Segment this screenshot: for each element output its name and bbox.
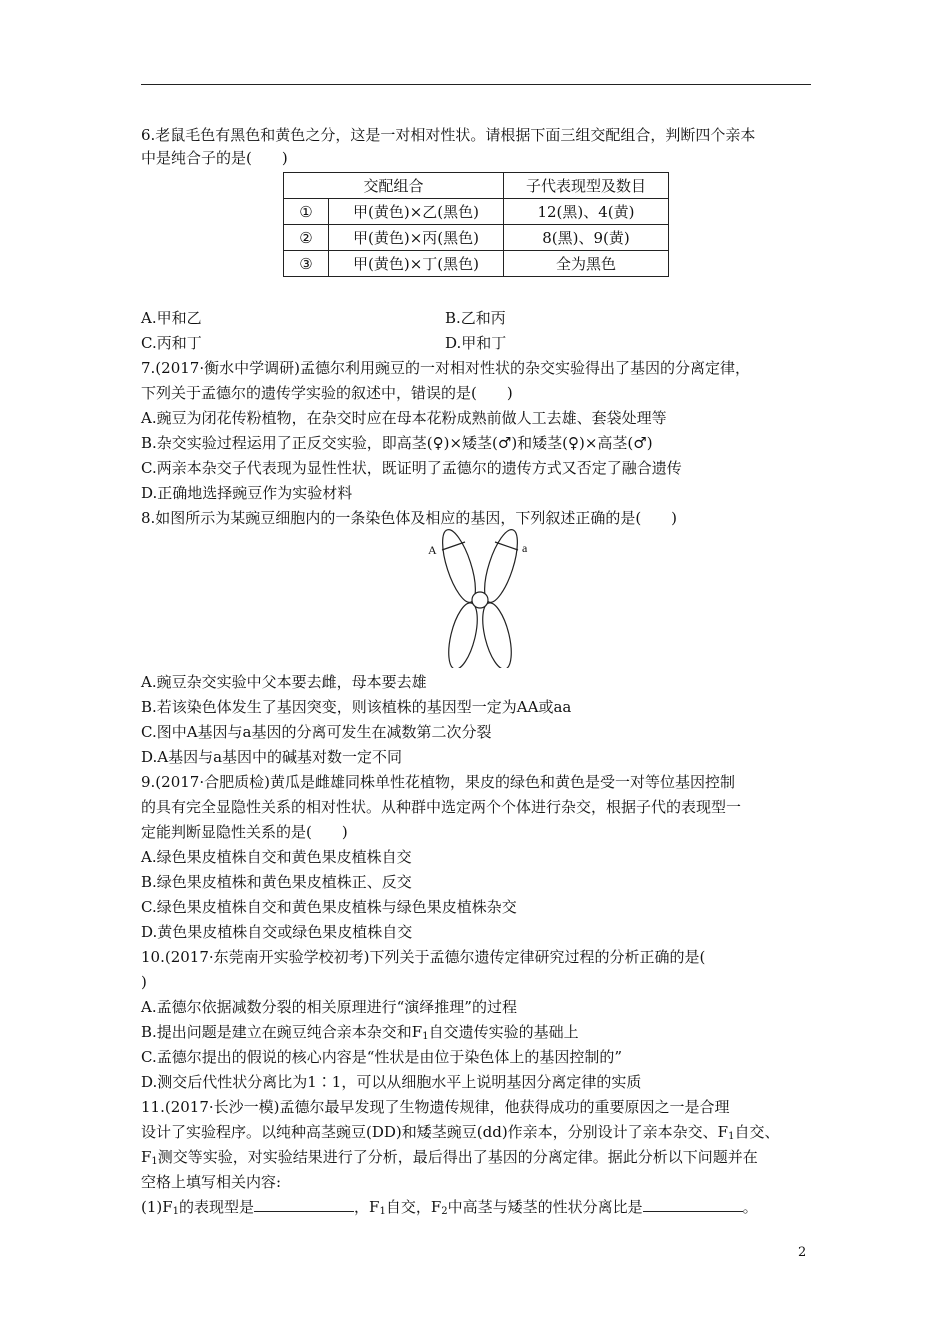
q11-stem-line3: $F_1$测交等实验，对实验结果进行了分析，最后得出了基因的分离定律。据此分析以下问题并在 [141, 1148, 758, 1167]
table-cell-offspring: 全为黑色 [504, 251, 669, 277]
q9-stem-line2: 的具有完全显隐性关系的相对性状。从种群中选定两个个体进行杂交，根据子代的表现型一 [141, 798, 742, 816]
q9-option-b: B.绿色果皮植株和黄色果皮植株正、反交 [141, 873, 412, 891]
q10-stem-line1: 10.(2017·东莞南开实验学校初考)下列关于孟德尔遗传定律研究过程的分析正确的是( [141, 948, 706, 966]
q7-option-c: C.两亲本杂交子代表现为显性性状，既证明了孟德尔的遗传方式又否定了融合遗传 [141, 459, 682, 477]
q9-option-d: D.黄色果皮植株自交或绿色果皮植株自交 [141, 923, 413, 941]
q8-option-d: D.A基因与a基因中的碱基对数一定不同 [141, 748, 403, 766]
chromatid-lower-right [477, 600, 517, 668]
table-cell-no: ② [284, 225, 329, 251]
page-number: 2 [798, 1245, 807, 1260]
q6-option-d: D.甲和丁 [445, 334, 507, 352]
centromere [472, 592, 488, 608]
gene-label-A: A [428, 543, 437, 557]
q7-stem-line2: 下列关于孟德尔的遗传学实验的叙述中，错误的是( ) [141, 384, 513, 402]
table-cell-offspring: 8(黑)、9(黄) [504, 225, 669, 251]
q8-option-c: C.图中A基因与a基因的分离可发生在减数第二次分裂 [141, 723, 492, 741]
table-cell-cross: 甲(黄色)×丙(黑色) [329, 225, 504, 251]
q7-option-b: B.杂交实验过程运用了正反交实验，即高茎(♀)×矮茎(♂)和矮茎(♀)×高茎(♂) [141, 434, 653, 452]
table-header-cross: 交配组合 [284, 173, 504, 199]
gene-band-A [442, 542, 465, 550]
chromatid-lower-left [443, 600, 483, 668]
q7-option-d: D.正确地选择豌豆作为实验材料 [141, 484, 353, 502]
q7-stem-line1: 7.(2017·衡水中学调研)孟德尔利用豌豆的一对相对性状的杂交实验得出了基因的分离定律， [141, 359, 750, 377]
q8-stem: 8.如图所示为某豌豆细胞内的一条染色体及相应的基因，下列叙述正确的是( ) [141, 509, 678, 527]
q9-stem-line1: 9.(2017·合肥质检)黄瓜是雌雄同株单性花植物，果皮的绿色和黄色是受一对等位基因控制 [141, 773, 735, 791]
q10-option-b: B.提出问题是建立在豌豆纯合亲本杂交和$F_1$自交遗传实验的基础上 [141, 1023, 579, 1042]
q6-stem-line2: 中是纯合子的是( ) [141, 149, 288, 167]
table-row [284, 199, 669, 225]
table-row [284, 251, 669, 277]
q11-stem-line4: 空格上填写相关内容: [141, 1173, 282, 1191]
gene-band-a [495, 542, 518, 550]
q9-stem-line3: 定能判断显隐性关系的是( ) [141, 823, 348, 841]
q10-option-a: A.孟德尔依据减数分裂的相关原理进行“演绎推理”的过程 [141, 998, 517, 1016]
q11-stem-line1: 11.(2017·长沙一模)孟德尔最早发现了生物遗传规律，他获得成功的重要原因之一是合理 [141, 1098, 730, 1116]
table-header-row [284, 173, 669, 199]
q6-stem-line1: 6.老鼠毛色有黑色和黄色之分，这是一对相对性状。请根据下面三组交配组合，判断四个亲本 [141, 126, 756, 144]
table-cell-no: ③ [284, 251, 329, 277]
q10-option-d: D.测交后代性状分离比为1∶1，可以从细胞水平上说明基因分离定律的实质 [141, 1073, 642, 1091]
table-cell-cross: 甲(黄色)×乙(黑色) [329, 199, 504, 225]
q11-stem-line2: 设计了实验程序。以纯种高茎豌豆(DD)和矮茎豌豆(dd)作亲本，分别设计了亲本杂交、$F_1$自交、 [141, 1123, 780, 1142]
q6-option-b: B.乙和丙 [445, 309, 506, 327]
answer-blank-phenotype[interactable] [254, 1197, 354, 1212]
gene-label-a: a [522, 541, 528, 555]
q10-option-c: C.孟德尔提出的假说的核心内容是“性状是由位于染色体上的基因控制的” [141, 1048, 623, 1066]
q6-table [283, 172, 669, 277]
table-cell-cross: 甲(黄色)×丁(黑色) [329, 251, 504, 277]
q11-part1: $(1)F_1$的表现型是 ，$F_1$自交，$F_2$中高茎与矮茎的性状分离比是 。 [141, 1198, 758, 1217]
chromosome-figure [425, 528, 535, 668]
answer-blank-ratio[interactable] [643, 1197, 743, 1212]
q8-option-b: B.若该染色体发生了基因突变，则该植株的基因型一定为AA或aa [141, 698, 572, 716]
q7-option-a: A.豌豆为闭花传粉植物，在杂交时应在母本花粉成熟前做人工去雄、套袋处理等 [141, 409, 667, 427]
table-cell-offspring: 12(黑)、4(黄) [504, 199, 669, 225]
header-rule [141, 84, 811, 85]
q6-option-a: A.甲和乙 [141, 309, 202, 327]
table-row [284, 225, 669, 251]
q9-option-a: A.绿色果皮植株自交和黄色果皮植株自交 [141, 848, 412, 866]
q6-option-c: C.丙和丁 [141, 334, 202, 352]
table-header-offspring: 子代表现型及数目 [504, 173, 669, 199]
q9-option-c: C.绿色果皮植株自交和黄色果皮植株与绿色果皮植株杂交 [141, 898, 517, 916]
table-cell-no: ① [284, 199, 329, 225]
q10-stem-line2: ) [141, 973, 147, 991]
q8-option-a: A.豌豆杂交实验中父本要去雌，母本要去雄 [141, 673, 427, 691]
